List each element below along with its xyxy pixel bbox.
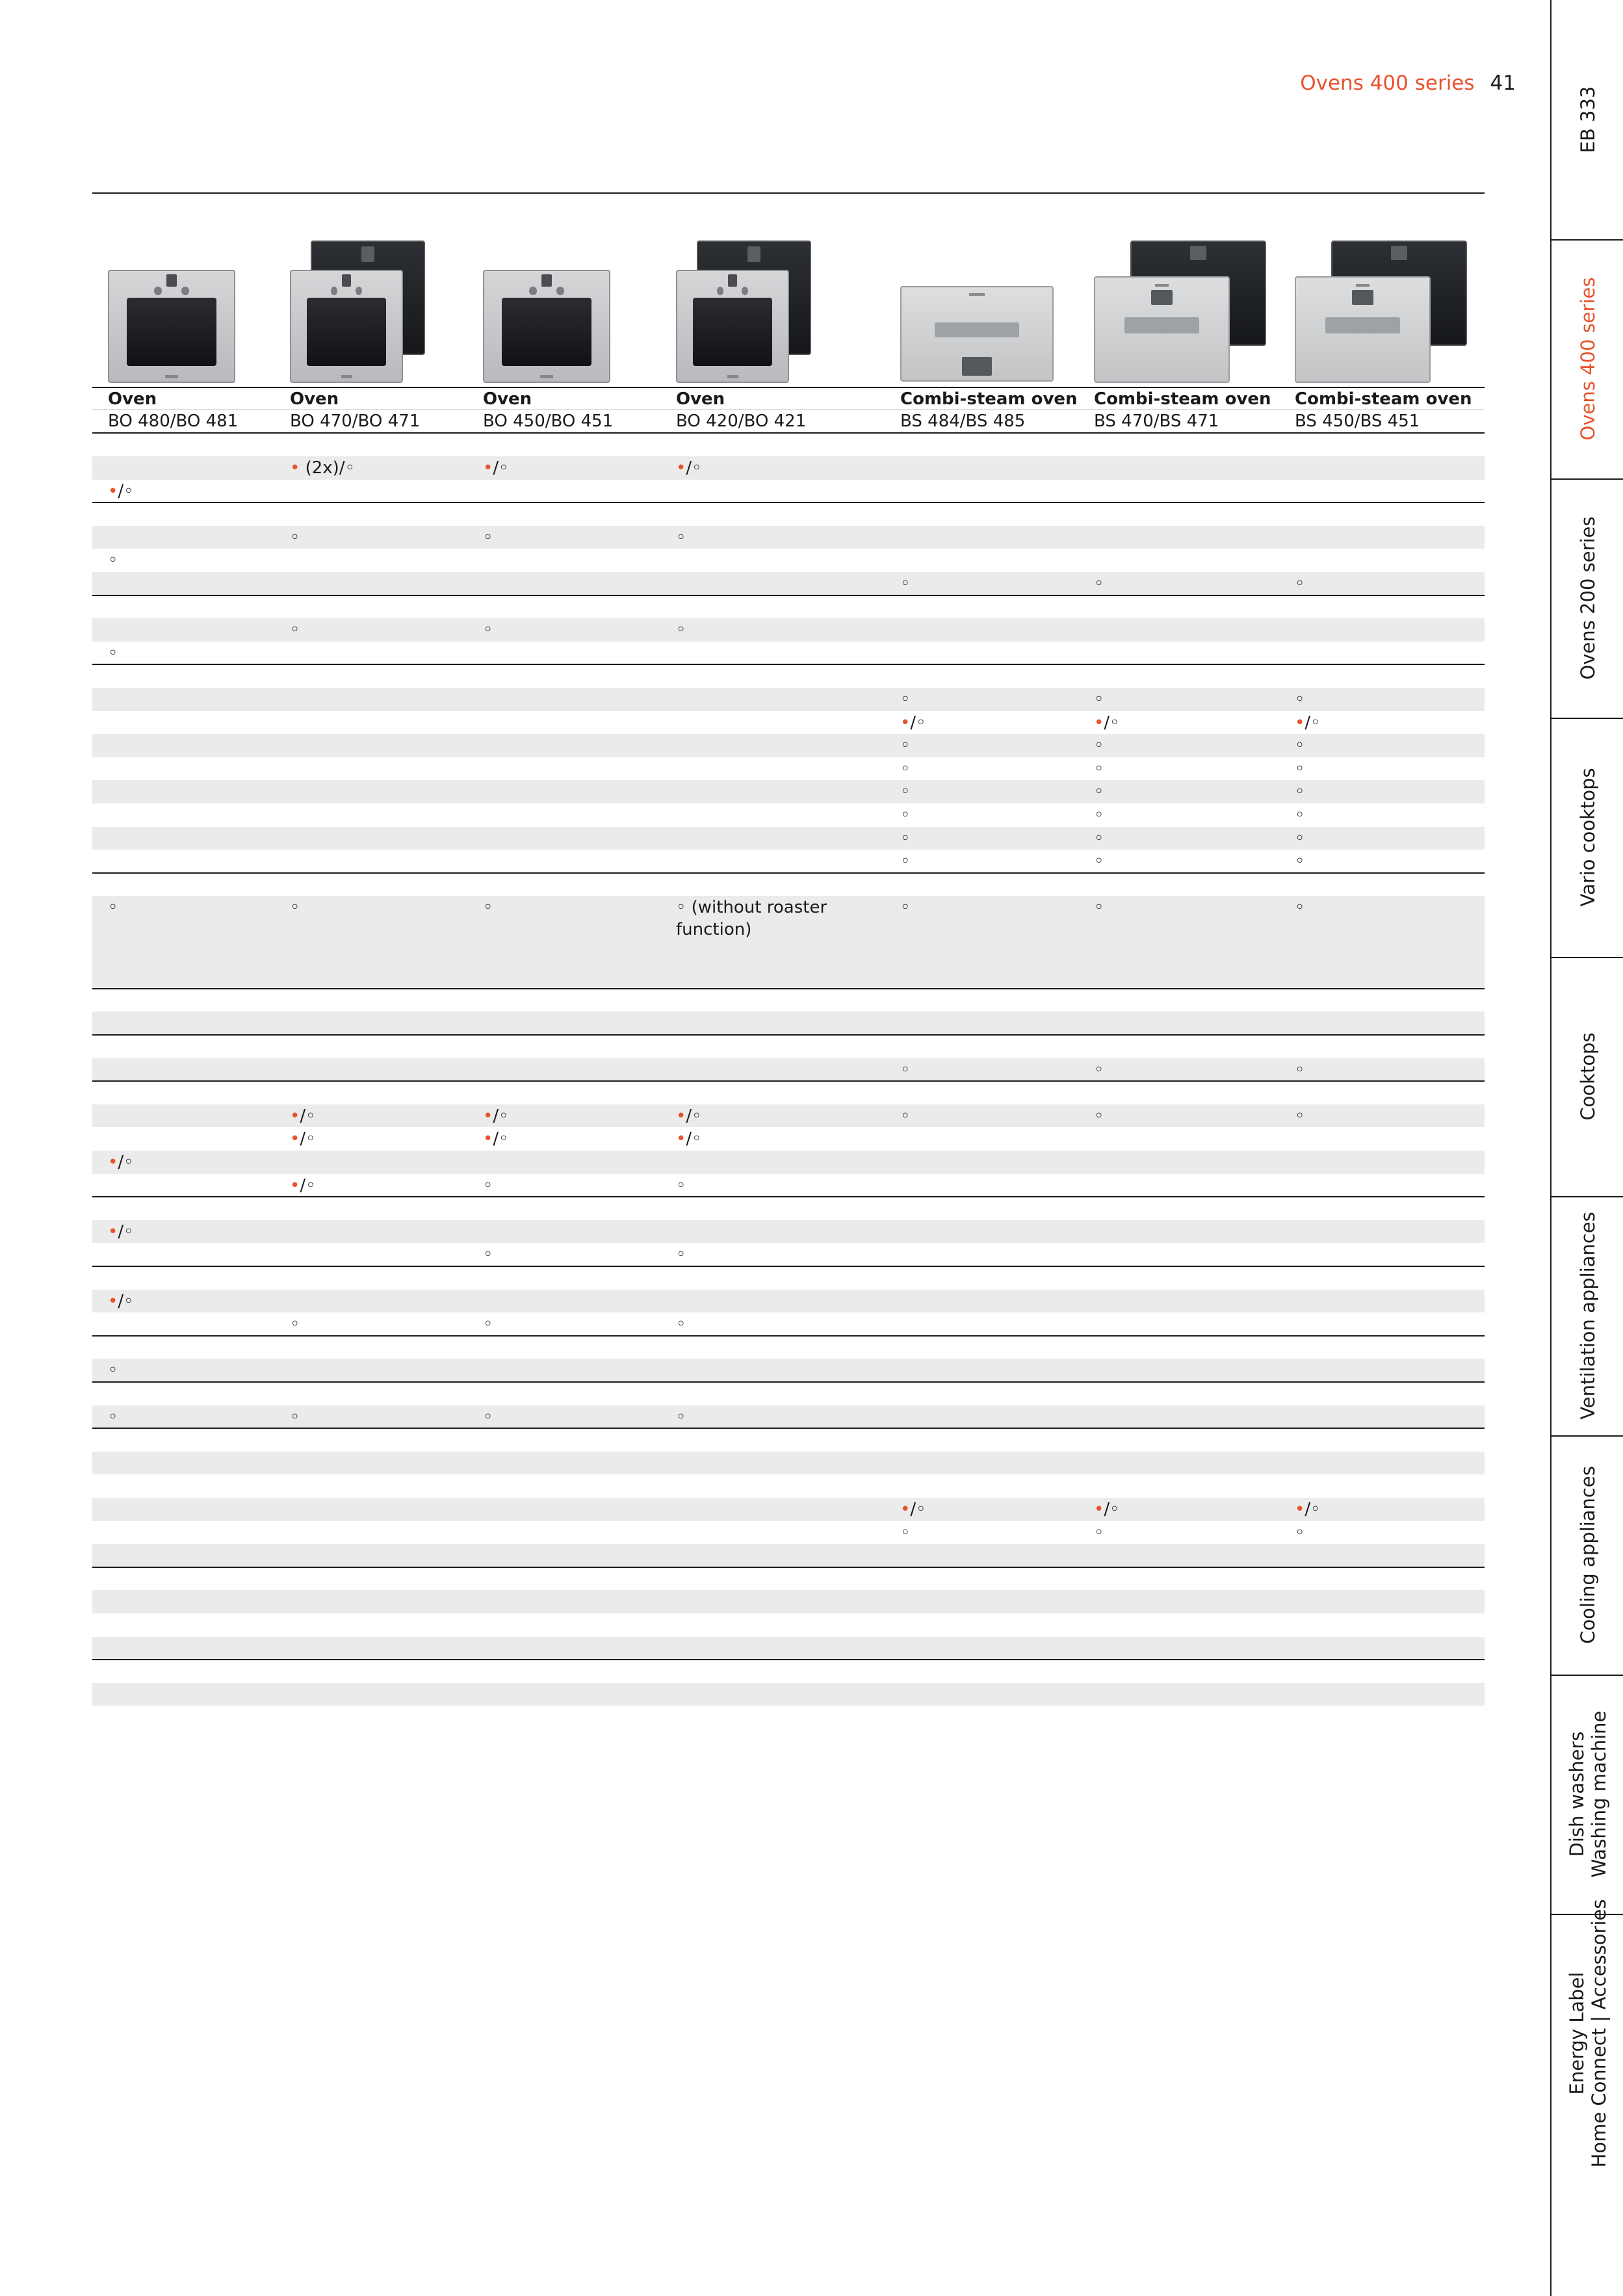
table-cell: •/◦ [900, 712, 926, 733]
bullet-dot: • [1295, 712, 1305, 733]
row-band [92, 688, 1485, 711]
table-cell: ◦ [1295, 828, 1305, 848]
table-cell: ◦ [1094, 1060, 1104, 1080]
table-cell: ◦ [900, 782, 911, 802]
column-type: Oven [290, 389, 339, 409]
column-type: Combi-steam oven [1094, 389, 1271, 409]
table-cell: •/◦ [290, 1129, 316, 1149]
sidebar-item-label: EB 333 [1577, 86, 1599, 153]
column-type: Oven [483, 389, 532, 409]
table-cell: ◦ [483, 1245, 493, 1265]
table-cell: •/◦ [483, 1129, 509, 1149]
table-cell: •/◦ [483, 458, 509, 478]
table-cell: ◦ [676, 527, 686, 547]
column-model: BS 450/BS 451 [1295, 411, 1420, 431]
sidebar-item[interactable] [1552, 1899, 1623, 2168]
bullet-dot: • [900, 1500, 911, 1519]
row-band [92, 1637, 1485, 1660]
table-cell: ◦ [1094, 828, 1104, 848]
table-cell: ◦ [1295, 1060, 1305, 1080]
sidebar-item-label: Cooling appliances [1577, 1466, 1599, 1644]
sidebar-item[interactable] [1552, 1675, 1623, 1915]
table-cell: ◦ [483, 1314, 493, 1335]
table-cell: ◦ [483, 620, 493, 640]
row-band [92, 1590, 1485, 1613]
group-divider [92, 1034, 1485, 1036]
row-band [92, 734, 1485, 757]
table-cell: •/◦ [900, 1500, 926, 1519]
table-cell: •/◦ [483, 1106, 509, 1126]
bullet-dot: • [483, 1106, 493, 1126]
group-divider [92, 872, 1485, 874]
table-cell: ◦ [900, 1522, 911, 1543]
bullet-dot: • [1094, 1500, 1104, 1519]
table-cell: •/◦ [108, 1221, 134, 1242]
table-cell: ◦ [676, 1245, 686, 1265]
table-cell: ◦ [108, 643, 118, 663]
group-divider [92, 1567, 1485, 1568]
table-cell: ◦ [1295, 736, 1305, 756]
bullet-dot: • [483, 1129, 493, 1149]
row-band [92, 572, 1485, 595]
table-cell: ◦ [290, 898, 300, 918]
table-cell: •/◦ [290, 1106, 316, 1126]
row-band [92, 1011, 1485, 1035]
row-band [92, 1683, 1485, 1706]
group-divider [92, 1335, 1485, 1337]
sidebar-item[interactable] [1552, 1435, 1623, 1676]
bullet-dot: • [676, 458, 686, 478]
sidebar-item-label: Ventilation appliances [1577, 1212, 1599, 1420]
table-cell: ◦ [1094, 1522, 1104, 1543]
group-divider [92, 1080, 1485, 1082]
table-cell: ◦ [900, 828, 911, 848]
column-model: BO 420/BO 421 [676, 411, 807, 431]
header-rule [92, 387, 1485, 388]
table-cell: ◦ [1094, 805, 1104, 825]
row-band [92, 618, 1485, 642]
column-model: BS 484/BS 485 [900, 411, 1026, 431]
table-cell: ◦ [1295, 690, 1305, 709]
table-cell: ◦ [290, 1407, 300, 1427]
column-model: BS 470/BS 471 [1094, 411, 1219, 431]
table-cell: ◦ [290, 527, 300, 547]
row-band [92, 780, 1485, 803]
table-cell: ◦ [676, 1314, 686, 1335]
table-cell: •/◦ [290, 1175, 316, 1195]
row-band [92, 1544, 1485, 1567]
table-cell: •/◦ [108, 1291, 134, 1311]
table-cell: •/◦ [676, 1106, 702, 1126]
table-cell: ◦ [1094, 690, 1104, 709]
table-cell: ◦ [1295, 574, 1305, 594]
table-cell: ◦ [108, 1407, 118, 1427]
table-cell: •/◦ [676, 458, 702, 478]
table-cell: •/◦ [1094, 712, 1120, 733]
table-cell: ◦ [483, 527, 493, 547]
table-cell: ◦ [676, 1175, 686, 1195]
table-cell: •/◦ [1295, 712, 1321, 733]
table-cell: ◦ [1094, 736, 1104, 756]
bullet-dot: • [290, 1129, 300, 1149]
table-cell: ◦ [290, 1314, 300, 1335]
column-type: Combi-steam oven [900, 389, 1078, 409]
row-band [92, 827, 1485, 850]
table-cell: ◦ [676, 1407, 686, 1427]
bullet-dot: • [483, 458, 493, 478]
table-cell: •/◦ [108, 481, 134, 501]
bullet-dot: • [290, 1175, 300, 1195]
bullet-dot: • [108, 481, 118, 501]
group-divider [92, 595, 1485, 596]
row-band [92, 1220, 1485, 1244]
column-type: Oven [108, 389, 157, 409]
sidebar-item[interactable] [1552, 957, 1623, 1197]
column-type: Combi-steam oven [1295, 389, 1472, 409]
group-divider [92, 1266, 1485, 1267]
sidebar-item-label: Ovens 200 series [1577, 516, 1599, 680]
table-cell: ◦ [1295, 1522, 1305, 1543]
table-cell: ◦ [676, 620, 686, 640]
table-cell: ◦ [1094, 898, 1104, 918]
row-band [92, 1058, 1485, 1082]
table-cell: ◦ [900, 736, 911, 756]
bullet-dot: • [1094, 712, 1104, 733]
table-top-rule [92, 192, 1485, 194]
column-model: BO 470/BO 471 [290, 411, 421, 431]
row-band [92, 1405, 1485, 1429]
group-divider [92, 1428, 1485, 1429]
column-type: Oven [676, 389, 725, 409]
table-cell: ◦ [108, 898, 118, 918]
table-cell: ◦ [483, 1407, 493, 1427]
sidebar-item[interactable] [1552, 478, 1623, 719]
row-band [92, 1151, 1485, 1174]
sidebar-item-label: Cooktops [1577, 1032, 1599, 1121]
table-cell: ◦ [1094, 1106, 1104, 1126]
section-title: Ovens 400 series [1300, 72, 1475, 95]
table-cell: •/◦ [676, 1129, 702, 1149]
sidebar-item-label: Vario cooktops [1577, 768, 1599, 907]
table-cell: ◦ [290, 620, 300, 640]
table-cell: ◦ [1295, 759, 1305, 779]
row-band [92, 1290, 1485, 1313]
table-cell: ◦ [483, 1175, 493, 1195]
table-cell: •/◦ [108, 1153, 134, 1172]
bullet-dot: • [108, 1291, 118, 1311]
group-divider [92, 502, 1485, 503]
column-model: BO 480/BO 481 [108, 411, 239, 431]
row-band [92, 1359, 1485, 1382]
table-cell: ◦ [900, 852, 911, 872]
table-cell: ◦ (without roaster function) [676, 898, 827, 940]
group-divider [92, 664, 1485, 665]
table-cell: ◦ [900, 690, 911, 709]
table-cell: ◦ [483, 898, 493, 918]
group-divider [92, 1659, 1485, 1660]
table-cell: ◦ [1094, 782, 1104, 802]
table-cell: ◦ [900, 805, 911, 825]
table-cell: ◦ [1094, 759, 1104, 779]
sidebar-item[interactable] [1552, 1196, 1623, 1437]
bullet-dot: • [900, 712, 911, 733]
row-band [92, 1498, 1485, 1521]
table-cell: • (2x)/◦ [290, 458, 355, 478]
table-cell: ◦ [1295, 1106, 1305, 1126]
table-cell: ◦ [108, 551, 118, 571]
group-divider [92, 1196, 1485, 1197]
bullet-dot: • [290, 458, 300, 478]
bullet-dot: • [108, 1221, 118, 1242]
table-cell: ◦ [900, 1060, 911, 1080]
table-cell: ◦ [900, 759, 911, 779]
table-cell: ◦ [1094, 852, 1104, 872]
sidebar-item-label: Energy Label Home Connect | Accessories [1566, 1899, 1610, 2168]
bullet-dot: • [108, 1153, 118, 1172]
table-cell: ◦ [108, 1361, 118, 1381]
table-cell: ◦ [1295, 898, 1305, 918]
table-cell: ◦ [1295, 782, 1305, 802]
bullet-dot: • [290, 1106, 300, 1126]
table-cell: •/◦ [1094, 1500, 1120, 1519]
table-cell: •/◦ [1295, 1500, 1321, 1519]
sidebar-item[interactable] [1552, 718, 1623, 958]
header-bottom-rule [92, 432, 1485, 434]
table-cell: ◦ [900, 898, 911, 918]
bullet-dot: • [676, 1106, 686, 1126]
page-header [1300, 72, 1516, 95]
table-cell: ◦ [900, 1106, 911, 1126]
bullet-dot: • [676, 1129, 686, 1149]
column-model: BO 450/BO 451 [483, 411, 614, 431]
sidebar-item[interactable] [1552, 239, 1623, 480]
table-cell: ◦ [1295, 805, 1305, 825]
page-number: 41 [1490, 72, 1516, 95]
table-cell: ◦ [1295, 852, 1305, 872]
group-divider [92, 988, 1485, 989]
sidebar-item-label: Dish washers Washing machine [1566, 1710, 1610, 1878]
table-cell: ◦ [900, 574, 911, 594]
table-cell: ◦ [1094, 574, 1104, 594]
group-divider [92, 1381, 1485, 1383]
row-band [92, 526, 1485, 549]
sidebar-item[interactable] [1552, 0, 1623, 241]
row-band [92, 1452, 1485, 1475]
bullet-dot: • [1295, 1500, 1305, 1519]
sidebar-nav [1550, 0, 1623, 2296]
sidebar-item-label: Ovens 400 series [1577, 277, 1599, 441]
